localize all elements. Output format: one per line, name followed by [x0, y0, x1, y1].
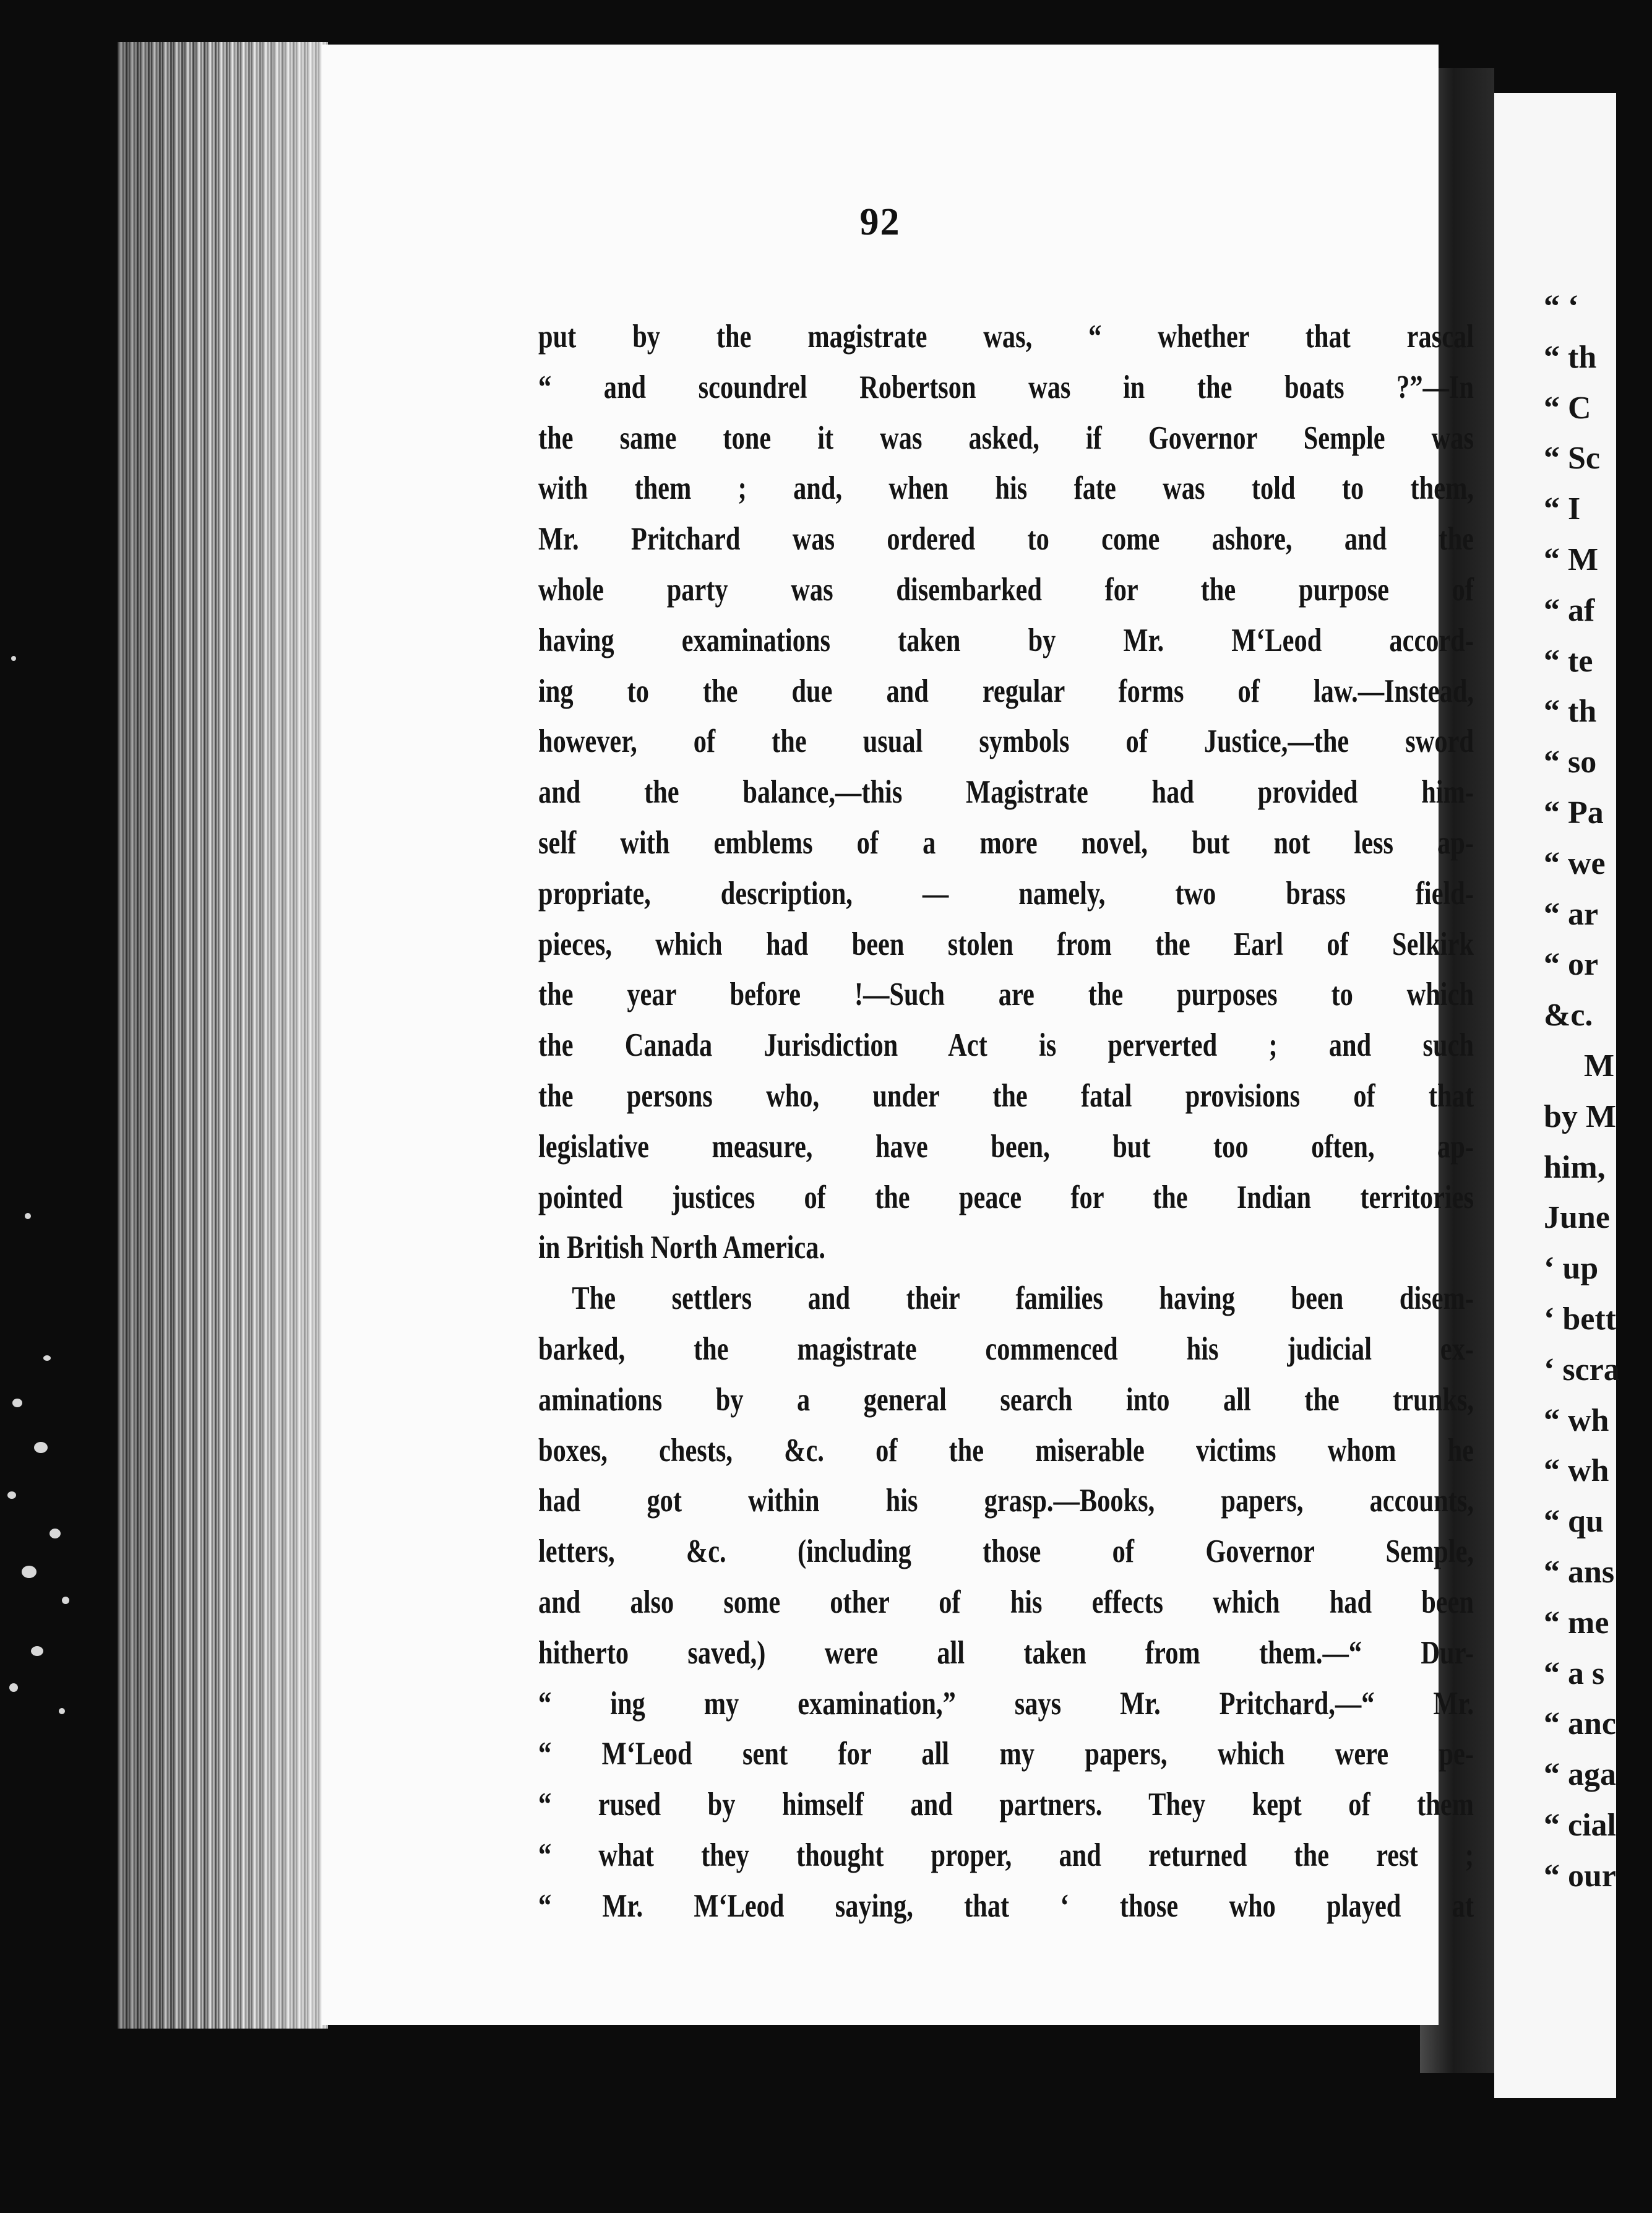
text-line: aminations by a general search into all the trunks, [538, 1381, 1474, 1418]
facing-text-line: “ or [1544, 947, 1599, 983]
text-line: having examinations taken by Mr. M‘Leod accord- [538, 622, 1474, 658]
scan-speck [11, 656, 16, 661]
text-line: boxes, chests, &c. of the miserable victims whom he [538, 1432, 1474, 1469]
text-line: and also some other of his effects which had been [538, 1584, 1474, 1620]
facing-text-line: “ we [1544, 845, 1606, 881]
scan-speck [12, 1399, 22, 1407]
facing-text-line: ‘ scra [1544, 1352, 1620, 1387]
facing-text-line: “ ar [1544, 896, 1599, 932]
facing-text-line: ‘ up [1544, 1251, 1599, 1287]
facing-text-line: “ wh [1544, 1402, 1609, 1438]
text-line: barked, the magistrate commenced his judicial ex- [538, 1331, 1474, 1367]
scan-speck [31, 1646, 43, 1656]
text-line: “ rused by himself and partners. They kept of them [538, 1787, 1474, 1823]
facing-text-line: “ th [1544, 339, 1597, 375]
facing-text-line: “ af [1544, 592, 1595, 628]
facing-text-line: “ a s [1544, 1655, 1605, 1691]
page-number: 92 [859, 201, 901, 243]
facing-text-line: June [1544, 1200, 1610, 1236]
facing-text-line: ‘ bett [1544, 1301, 1616, 1337]
scan-speck [7, 1491, 16, 1499]
text-line: “ Mr. M‘Leod saying, that ‘ those who played at [538, 1887, 1474, 1924]
text-line: pointed justices of the peace for the Indian territories [538, 1179, 1474, 1215]
text-line: “ M‘Leod sent for all my papers, which were pe- [538, 1736, 1474, 1772]
text-line: Mr. Pritchard was ordered to come ashore, and the [538, 521, 1474, 558]
text-line: propriate, description, — namely, two brass field- [538, 875, 1474, 912]
text-line: put by the magistrate was, “ whether that rascal [538, 319, 1474, 355]
facing-text-line: “ Sc [1544, 441, 1600, 477]
facing-text-line: “ qu [1544, 1504, 1604, 1540]
text-line: however, of the usual symbols of Justice,—the sword [538, 723, 1474, 760]
page-text [538, 312, 1474, 1932]
text-line: self with emblems of a more novel, but not less ap- [538, 824, 1474, 861]
scan-speck [34, 1442, 48, 1453]
facing-text-line: &c. [1544, 998, 1593, 1033]
text-line: the persons who, under the fatal provisions of that [538, 1077, 1474, 1114]
facing-text-line: him, [1544, 1149, 1606, 1185]
facing-text-line: “ ‘ [1544, 289, 1579, 324]
facing-text-line: by M [1544, 1098, 1616, 1134]
facing-text-line: “ wh [1544, 1453, 1609, 1489]
facing-text-line: “ M [1544, 542, 1599, 577]
text-line: in British North America. [538, 1230, 825, 1266]
scan-speck [22, 1566, 37, 1578]
facing-text-line: “ te [1544, 643, 1593, 679]
text-line: ing to the due and regular forms of law.—Instead, [538, 673, 1474, 709]
text-line: had got within his grasp.—Books, papers, accounts, [538, 1483, 1474, 1519]
facing-text-line: “ aga [1544, 1757, 1616, 1793]
text-line: the same tone it was asked, if Governor Semple was [538, 420, 1474, 456]
scan-speck [49, 1529, 61, 1538]
facing-text-line: “ I [1544, 491, 1581, 527]
text-line: and the balance,—this Magistrate had provided him- [538, 774, 1474, 811]
book-page [322, 45, 1474, 2025]
facing-text-line: “ me [1544, 1605, 1609, 1641]
scan-speck [62, 1597, 69, 1604]
facing-text-line: “ so [1544, 744, 1597, 780]
text-line: “ what they thought proper, and returned the rest ; [538, 1837, 1474, 1873]
facing-text-line: “ Pa [1544, 795, 1604, 830]
scan-speck [25, 1213, 31, 1219]
scan-speck [59, 1708, 65, 1714]
facing-text-line: “ anc [1544, 1706, 1616, 1742]
facing-text-line: “ th [1544, 694, 1597, 730]
text-line: “ and scoundrel Robertson was in the boats ?”—In [538, 369, 1474, 405]
text-line: letters, &c. (including those of Governor Semple, [538, 1534, 1474, 1570]
text-line: “ ing my examination,” says Mr. Pritchard,—“ Mr. [538, 1685, 1474, 1722]
scan-speck [43, 1355, 51, 1361]
text-line: with them ; and, when his fate was told to them, [538, 470, 1474, 507]
scan-speck [9, 1683, 18, 1692]
text-line: the year before !—Such are the purposes to which [538, 977, 1474, 1013]
text-line: the Canada Jurisdiction Act is perverted ; and such [538, 1027, 1474, 1064]
facing-text-line: “ C [1544, 390, 1591, 426]
facing-text-line: “ ans [1544, 1555, 1615, 1590]
text-line: whole party was disembarked for the purpose of [538, 571, 1474, 608]
facing-text-line: “ our [1544, 1858, 1616, 1894]
text-line: The settlers and their families having been disem- [572, 1280, 1474, 1317]
book-page-edges-shading [118, 42, 328, 2029]
facing-text-line: M [1584, 1048, 1615, 1084]
facing-text-line: “ cial [1544, 1808, 1616, 1843]
text-line: legislative measure, have been, but too often, ap- [538, 1128, 1474, 1165]
text-line: pieces, which had been stolen from the Earl of Selkirk [538, 926, 1474, 962]
text-line: hitherto saved,) were all taken from them.—“ Dur- [538, 1634, 1474, 1671]
